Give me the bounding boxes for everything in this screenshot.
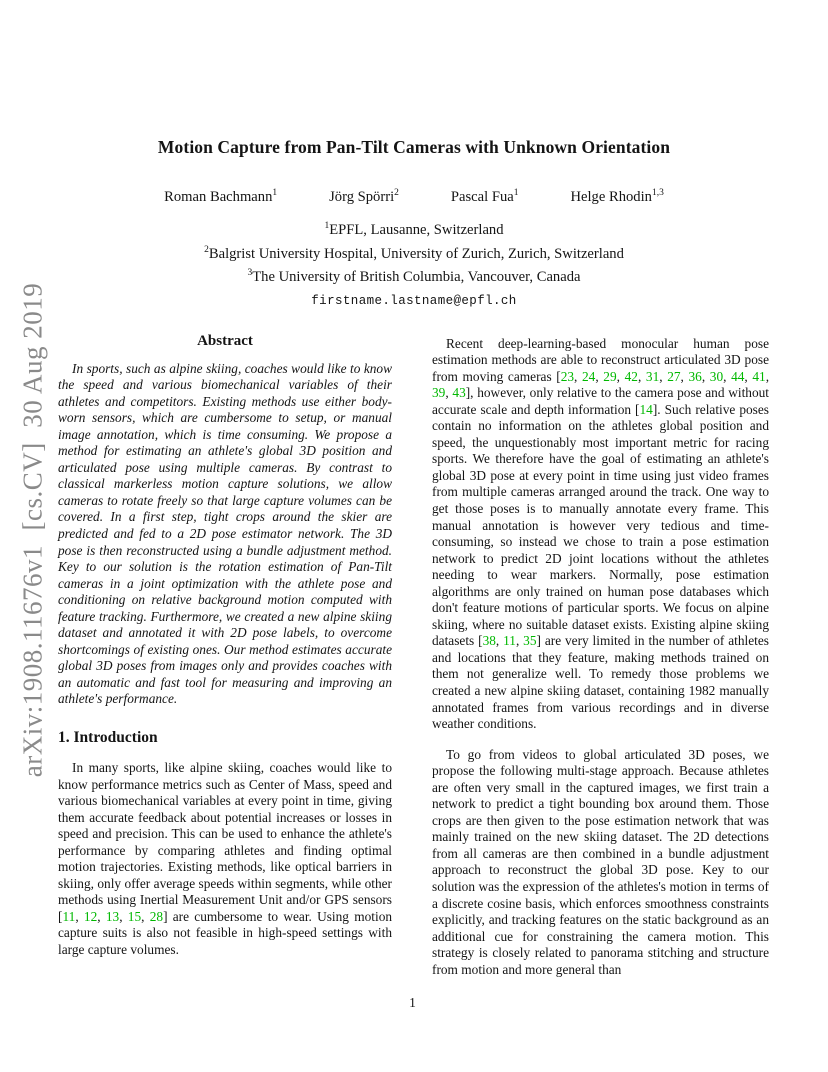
text-run: ], however, only relative to the camera pose and without accurate scale and depth information [	[432, 385, 770, 417]
citation-link[interactable]: 24	[582, 368, 596, 384]
affiliation-marker: 2	[204, 244, 209, 255]
affiliation-line: $^3$The University of British Columbia, Vancouver, Canada	[247, 268, 581, 285]
affiliation-marker: 1	[324, 221, 330, 232]
text-run: ,	[616, 368, 625, 384]
text-run: ,	[75, 908, 84, 924]
citation-link[interactable]: 30	[709, 368, 724, 384]
text-run: ] are cumbersome to wear. Using motion capture suits is also not feasible in high-speed settings with large capture volumes.	[58, 908, 393, 957]
citation-link[interactable]: 11	[62, 908, 76, 924]
text-run: Recent deep-learning-based monocular human pose estimation methods are able to reconstruct articulated 3D pose from moving cameras [	[432, 335, 769, 384]
citation-link[interactable]: 36	[688, 368, 702, 384]
author-name: Roman Bachmann$^1$	[164, 188, 278, 205]
text-run: ,	[141, 908, 150, 924]
text-run: ,	[680, 368, 689, 384]
author-name: Helge Rhodin$^{1,3}$	[570, 188, 664, 205]
page-footer	[58, 995, 767, 1011]
author-list	[0, 189, 828, 206]
text-run: ,	[637, 368, 646, 384]
citation-link[interactable]: 13	[105, 908, 120, 924]
citation-link[interactable]: 35	[523, 633, 537, 649]
affiliation-line: $^2$Balgrist University Hospital, University of Zurich, Zurich, Switzerland	[204, 244, 624, 262]
citation-link[interactable]: 15	[127, 908, 142, 924]
citation-link[interactable]: 44	[731, 368, 745, 384]
abstract-paragraph: In sports, such as alpine skiing, coaches would like to know the speed and various biomechanical variables of their athletes and competitors. Existing methods use either body-worn sensors, which are cumbersome to setup, or manual image annotation, which is time consuming. We propose a method for estimating an athlete's global 3D position and articulated pose using multiple cameras. By contrast to classical markerless motion capture solutions, we allow cameras to rotate freely so that large capture volumes can be covered. In a first step, tight crops around the skier are predicted and fed to a 2D pose estimator network. The 3D pose is then reconstructed using a bundle adjustment method. Key to our solution is the rotation estimation of Pan-Tilt cameras in a joint optimization with the athlete pose and conditioning on relative background motion computed with feature tracking. Furthermore, we created a new alpine skiing dataset and annotated it with 2D pose labels, to overcome shortcomings of existing ones. Our method estimates accurate global 3D poses from images only and provides coaches with an automatic and fast tool for measuring and improving an athlete's performance.	[58, 360, 392, 707]
author-name: Jörg Spörri$^2$	[329, 188, 399, 205]
citation-link[interactable]: 23	[560, 368, 575, 384]
affiliation-line: $^1$EPFL, Lausanne, Switzerland	[324, 221, 504, 238]
text-run: ,	[701, 368, 710, 384]
text-run: ,	[119, 908, 128, 924]
arxiv-watermark: arXiv:1908.11676v1 [cs.CV] 30 Aug 2019	[17, 282, 48, 778]
text-run: ] are very limited in the number of athletes and locations that they feature, making methods trained on them not generalize well. To remedy those problems we created a new alpine skiing dataset, containing 1982 manually annotated frames from various recordings and in diverse weather conditions.	[432, 633, 769, 732]
citation-link[interactable]: 41	[752, 368, 766, 384]
text-run: In many sports, like alpine skiing, coaches would like to know performance metrics such as Center of Mass, speed and various biomechanical variables at every point in time, giving them accurate feedback about potential increases or losses in speed and precision. This can be used to enhance the athlete's performance by comparing athletes and finding optimal motion trajectories. Existing methods, like optical barriers in skiing, only offer average speeds within segments, while other methods using Inertial Measurement Unit and/or GPS sensors [	[58, 759, 392, 924]
page-number: 1	[409, 995, 416, 1010]
intro-paragraph-1	[58, 760, 392, 959]
two-column-layout	[0, 333, 828, 979]
abstract-heading: Abstract	[197, 332, 253, 349]
text-run: ]. Such relative poses contain no information on the athletes global position and speed, the unquestionably most important metric for racing sports. We therefore have the goal of estimating an athlete's global 3D pose at every point in time using just video frames from multiple cameras arranged around the track. One way to get those poses is to manually annotate every frame. This manual annotation is however very tedious and time-consuming, so instead we chose to train a pose estimation network to predict 2D joint locations without the athletes needing to wear markers. Normally, pose estimation algorithms are only trained on human pose databases which don't feature motions of particular sports. We focus on alpine skiing, where no suitable dataset exists. Existing alpine skiing datasets [	[432, 401, 769, 649]
left-column	[58, 333, 392, 979]
text-run: ,	[659, 368, 668, 384]
text-run: ,	[744, 368, 753, 384]
citation-link[interactable]: 27	[667, 368, 681, 384]
author-affiliation-marker: 1	[272, 188, 278, 199]
text-run: ,	[97, 908, 106, 924]
affiliation-marker: 3	[247, 268, 253, 279]
text-run: ,	[574, 368, 582, 384]
text-run: ,	[723, 368, 732, 384]
citation-link[interactable]: 42	[624, 368, 638, 384]
paper-title: Motion Capture from Pan-Tilt Cameras with Unknown Orientation	[157, 137, 671, 157]
text-run: To go from videos to global articulated 3D poses, we propose the following multi-stage approach. Because athletes are often very small in the captured images, we first train a network to predict a tight bounding box around them. Those crops are then given to the pose estimation network that was mainly trained on the new skiing dataset. The 2D detections from all cameras are then combined in a bundle adjustment approach to reconstruct the global 3D pose. Key to our solution was the expression of the athletes's motion in terms of a discrete cosine basis, which enforces smoothness constraints explicitly, and tracking features on the static background as an additional cue for constraining the camera motion. This strategy is closely related to panorama stitching and structure from motion and more general than	[432, 746, 769, 977]
intro-paragraph-3	[432, 747, 769, 979]
contact-email: firstname.lastname@epfl.ch	[311, 293, 517, 308]
citation-link[interactable]: 12	[83, 908, 98, 924]
citation-link[interactable]: 43	[452, 385, 466, 401]
text-run: ,	[765, 368, 770, 384]
affiliation-list	[0, 219, 828, 290]
citation-link[interactable]: 31	[645, 368, 660, 384]
text-run: ,	[515, 633, 524, 649]
citation-link[interactable]: 14	[639, 401, 653, 417]
text-run: ,	[495, 633, 504, 649]
author-affiliation-marker: 2	[394, 188, 399, 199]
author-name: Pascal Fua$^1$	[450, 188, 519, 205]
introduction-heading: 1. Introduction	[58, 728, 158, 746]
citation-link[interactable]: 11	[503, 633, 516, 649]
author-affiliation-marker: 1,3	[651, 188, 664, 199]
text-run: ,	[445, 385, 453, 401]
paper-header	[0, 0, 828, 308]
citation-link[interactable]: 38	[482, 633, 496, 649]
citation-link[interactable]: 39	[432, 385, 446, 401]
citation-link[interactable]: 28	[149, 908, 164, 924]
text-run: ,	[595, 368, 604, 384]
author-affiliation-marker: 1	[513, 188, 519, 199]
citation-link[interactable]: 29	[603, 368, 617, 384]
intro-paragraph-2	[432, 336, 769, 733]
right-column	[432, 333, 769, 979]
